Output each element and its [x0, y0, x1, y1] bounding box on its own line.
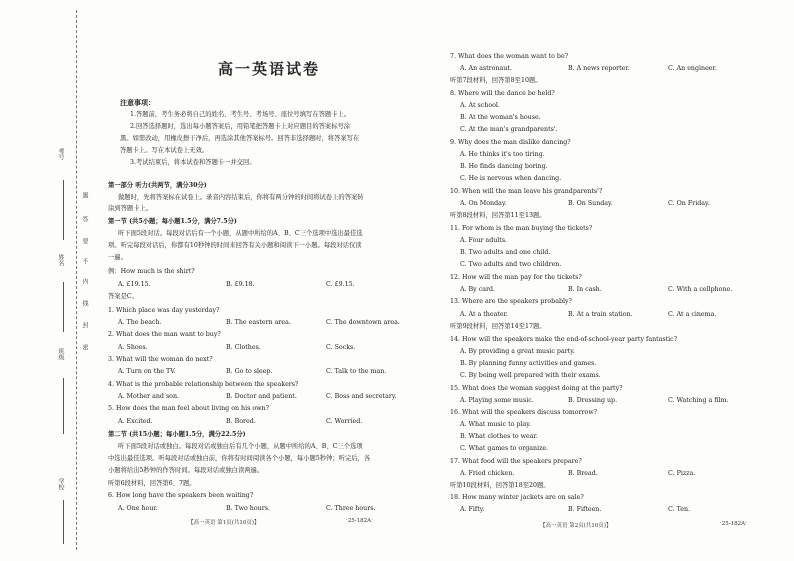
q6-option-a: A. One hour.: [118, 505, 158, 512]
q3-option-b: B. Go to sleep.: [226, 368, 273, 375]
q2-option-c: C. Socks.: [326, 344, 356, 351]
q17-option-b: B. Bread.: [568, 470, 598, 477]
q2-option-b: B. Clothes.: [226, 344, 261, 351]
q11-option-b: B. Two adults and one child.: [460, 249, 551, 256]
gutter-class-label: 班级: [57, 348, 64, 360]
material-6-instruction: 听第6段材料，回答第6、7题。: [108, 480, 196, 487]
q18-option-b: B. Fifteen.: [568, 506, 602, 513]
material-9-instruction: 听第9段材料，回答第14至17题。: [450, 323, 546, 330]
question-10: 10. When will the man leave his grandparents'?: [450, 188, 603, 195]
example-option-c: C. £9.15.: [326, 281, 355, 288]
footer-right-code: ·25-182A·: [720, 521, 747, 527]
q6-option-b: B. Two hours.: [226, 505, 270, 512]
q7-option-c: C. An engineer.: [668, 65, 717, 72]
footer-right-subject: 【高一英语 第2页(共10页)】: [540, 523, 612, 529]
question-7: 7. What does the woman want to be?: [450, 53, 569, 60]
q18-option-c: C. Ten.: [668, 506, 691, 513]
sec2-intro-2: 中选出最佳选项。听每段对话或独白前，你将有时间阅读各个小题，每小题5秒钟；听完后，各: [108, 455, 371, 462]
question-17: 17. What food will the speakers prepare?: [450, 458, 582, 465]
sec2-intro-1: 听下面5段对话或独白。每段对话或独白后有几个小题，从题中所给的A、B、C三个选项: [118, 443, 363, 450]
footer-left-subject: 【高一英语 第1页(共10页)】: [188, 520, 260, 526]
q15-option-a: A. Playing some music.: [460, 397, 534, 404]
seal-dashed-line: [76, 10, 77, 550]
seal-char-4: 内: [81, 278, 88, 284]
question-8: 8. Where will the dance be held?: [450, 90, 555, 97]
note-line-4: 答题卡上。写在本试卷上无效。: [120, 147, 209, 154]
question-5: 5. How does the man feel about living on his own?: [108, 405, 269, 412]
question-2: 2. What does the man want to buy?: [108, 331, 221, 338]
sec1-intro-3: 一遍。: [108, 254, 127, 261]
q9-option-c: C. He is nervous when dancing.: [460, 175, 562, 182]
question-18: 18. How many winter jackets are on sale?: [450, 494, 584, 501]
q14-option-b: B. By planning funny activities and games.: [460, 360, 597, 367]
gutter-exam-no-line: [63, 180, 64, 240]
part1-intro-1: 做题时，先将答案标在试卷上。录音内容结束后，你将有两分钟的时间将试卷上的答案转: [118, 194, 364, 201]
q11-option-a: A. Four adults.: [460, 237, 508, 244]
gutter-exam-no-label: 考号: [57, 148, 64, 160]
gutter-class-line: [63, 378, 64, 434]
question-3: 3. What will the woman do next?: [108, 356, 213, 363]
note-line-3: 黑。如需改动，用橡皮擦干净后，再选涂其他答案标号。回答非选择题时，将答案写在: [120, 135, 360, 142]
q14-option-a: A. By providing a great music party.: [460, 348, 575, 355]
sec1-intro-2: 项。听完每段对话后，你都有10秒钟的时间来回答有关小题和阅读下一小题。每段对话仅读: [108, 242, 362, 249]
seal-char-6: 要: [81, 238, 88, 244]
q17-option-c: C. Pizza.: [668, 470, 696, 477]
footer-left-code: ·25-182A·: [346, 518, 373, 524]
note-line-5: 3.考试结束后，将本试卷和答题卡一并交回。: [130, 159, 256, 166]
q16-option-b: B. What clothes to wear.: [460, 433, 538, 440]
example-option-b: B. £9.18.: [226, 281, 255, 288]
q18-option-a: A. Fifty.: [460, 506, 485, 513]
q10-option-c: C. On Friday.: [668, 200, 710, 207]
gutter-school-line: [63, 500, 64, 544]
q5-option-c: C. Worried.: [326, 418, 363, 425]
example-answer: 答案是C。: [108, 293, 139, 300]
material-7-instruction: 听第7段材料，回答第8至10题。: [450, 77, 542, 84]
part1-intro-2: 涂到答题卡上。: [108, 205, 153, 212]
q3-option-c: C. Talk to the man.: [326, 368, 387, 375]
sec1-intro-1: 听下面5段对话。每段对话后有一个小题，从题中所给的A、B、C三个选项中选出最佳选: [118, 230, 363, 237]
q7-option-b: B. A news reporter.: [568, 65, 630, 72]
question-11: 11. For whom is the man buying the tickets?: [450, 225, 593, 232]
seal-char-5: 不: [81, 258, 88, 264]
q4-option-b: B. Doctor and patient.: [226, 393, 297, 400]
notes-heading: 注意事项：: [120, 98, 155, 107]
q12-option-a: A. By card.: [460, 286, 496, 293]
seal-char-1: 密: [81, 344, 88, 350]
q5-option-a: A. Excited.: [118, 418, 153, 425]
q8-option-c: C. At the man's grandparents'.: [460, 126, 558, 133]
q13-option-b: B. At a train station.: [568, 311, 633, 318]
q6-option-c: C. Three hours.: [326, 505, 376, 512]
page-title: 高一英语试卷: [217, 60, 320, 78]
question-14: 14. How will the speakers make the end-of-school-year party fantastic?: [450, 336, 678, 343]
sec2-intro-3: 小题将给出5秒钟的作答时间。每段对话或独白读两遍。: [108, 467, 264, 474]
material-10-instruction: 听第10段材料，回答第18至20题。: [450, 482, 550, 489]
question-4: 4. What is the probable relationship between the speakers?: [108, 381, 299, 388]
q13-option-c: C. At a cinema.: [668, 311, 717, 318]
question-12: 12. How will the man pay for the tickets?: [450, 274, 582, 281]
q1-option-c: C. The downtown area.: [326, 319, 400, 326]
q1-option-b: B. The eastern area.: [226, 319, 291, 326]
q8-option-b: B. At the woman's house.: [460, 114, 541, 121]
q10-option-b: B. On Sunday.: [568, 200, 613, 207]
q4-option-a: A. Mother and son.: [118, 393, 180, 400]
q1-option-a: A. The beach.: [118, 319, 162, 326]
q2-option-a: A. Shoes.: [118, 344, 148, 351]
q17-option-a: A. Fried chicken.: [460, 470, 515, 477]
q9-option-b: B. He finds dancing boring.: [460, 163, 548, 170]
q12-option-b: B. In cash.: [568, 286, 602, 293]
material-8-instruction: 听第8段材料，回答第11至13题。: [450, 212, 546, 219]
example-question: 例：How much is the shirt?: [108, 268, 195, 275]
q13-option-a: A. At a theater.: [460, 311, 508, 318]
sec2-heading: 第二节 (共15小题；每小题1.5分，满分22.5分): [108, 431, 246, 438]
gutter-name-line: [63, 282, 64, 332]
q5-option-b: B. Bored.: [226, 418, 256, 425]
q15-option-c: C. Watching a film.: [668, 397, 729, 404]
q11-option-c: C. Two adults and two children.: [460, 261, 562, 268]
seal-char-3: 线: [81, 300, 88, 306]
gutter-name-label: 姓名: [57, 254, 64, 266]
q10-option-a: A. On Monday.: [460, 200, 507, 207]
q4-option-c: C. Boss and secretary.: [326, 393, 397, 400]
seal-char-7: 答: [81, 216, 88, 222]
q15-option-b: B. Dressing up.: [568, 397, 618, 404]
question-6: 6. How long have the speakers been waiting?: [108, 492, 254, 499]
q3-option-a: A. Turn on the TV.: [118, 368, 176, 375]
question-13: 13. Where are the speakers probably?: [450, 298, 572, 305]
sec1-heading: 第一节 (共5小题；每小题1.5分，满分7.5分): [108, 218, 237, 225]
gutter-school-label: 学校: [57, 478, 64, 490]
q7-option-a: A. An astronaut.: [460, 65, 512, 72]
q16-option-c: C. What games to organize.: [460, 445, 549, 452]
q9-option-a: A. He thinks it's too tiring.: [460, 151, 545, 158]
note-line-1: 1.答题前，考生务必将自己的姓名、考生号、考场号、座位号填写在答题卡上。: [130, 111, 351, 118]
q8-option-a: A. At school.: [460, 102, 500, 109]
seal-char-8: 题: [81, 192, 88, 198]
question-9: 9. Why does the man dislike dancing?: [450, 139, 571, 146]
binding-gutter: [0, 0, 100, 561]
seal-char-2: 封: [81, 322, 88, 328]
part1-heading: 第一部分 听力(共两节，满分30分): [108, 182, 207, 189]
question-15: 15. What does the woman suggest doing at the party?: [450, 385, 623, 392]
q16-option-a: A. What music to play.: [460, 421, 532, 428]
question-16: 16. What will the speakers discuss tomorrow?: [450, 409, 598, 416]
question-1: 1. Which place was day yesterday?: [108, 307, 220, 314]
example-option-a: A. £19.15.: [118, 281, 151, 288]
q12-option-c: C. With a cellphone.: [668, 286, 733, 293]
note-line-2: 2.回答选择题时，选出每小题答案后，用铅笔把答题卡上对应题目的答案标号涂: [130, 123, 351, 130]
q14-option-c: C. By being well prepared with their exams.: [460, 372, 601, 379]
